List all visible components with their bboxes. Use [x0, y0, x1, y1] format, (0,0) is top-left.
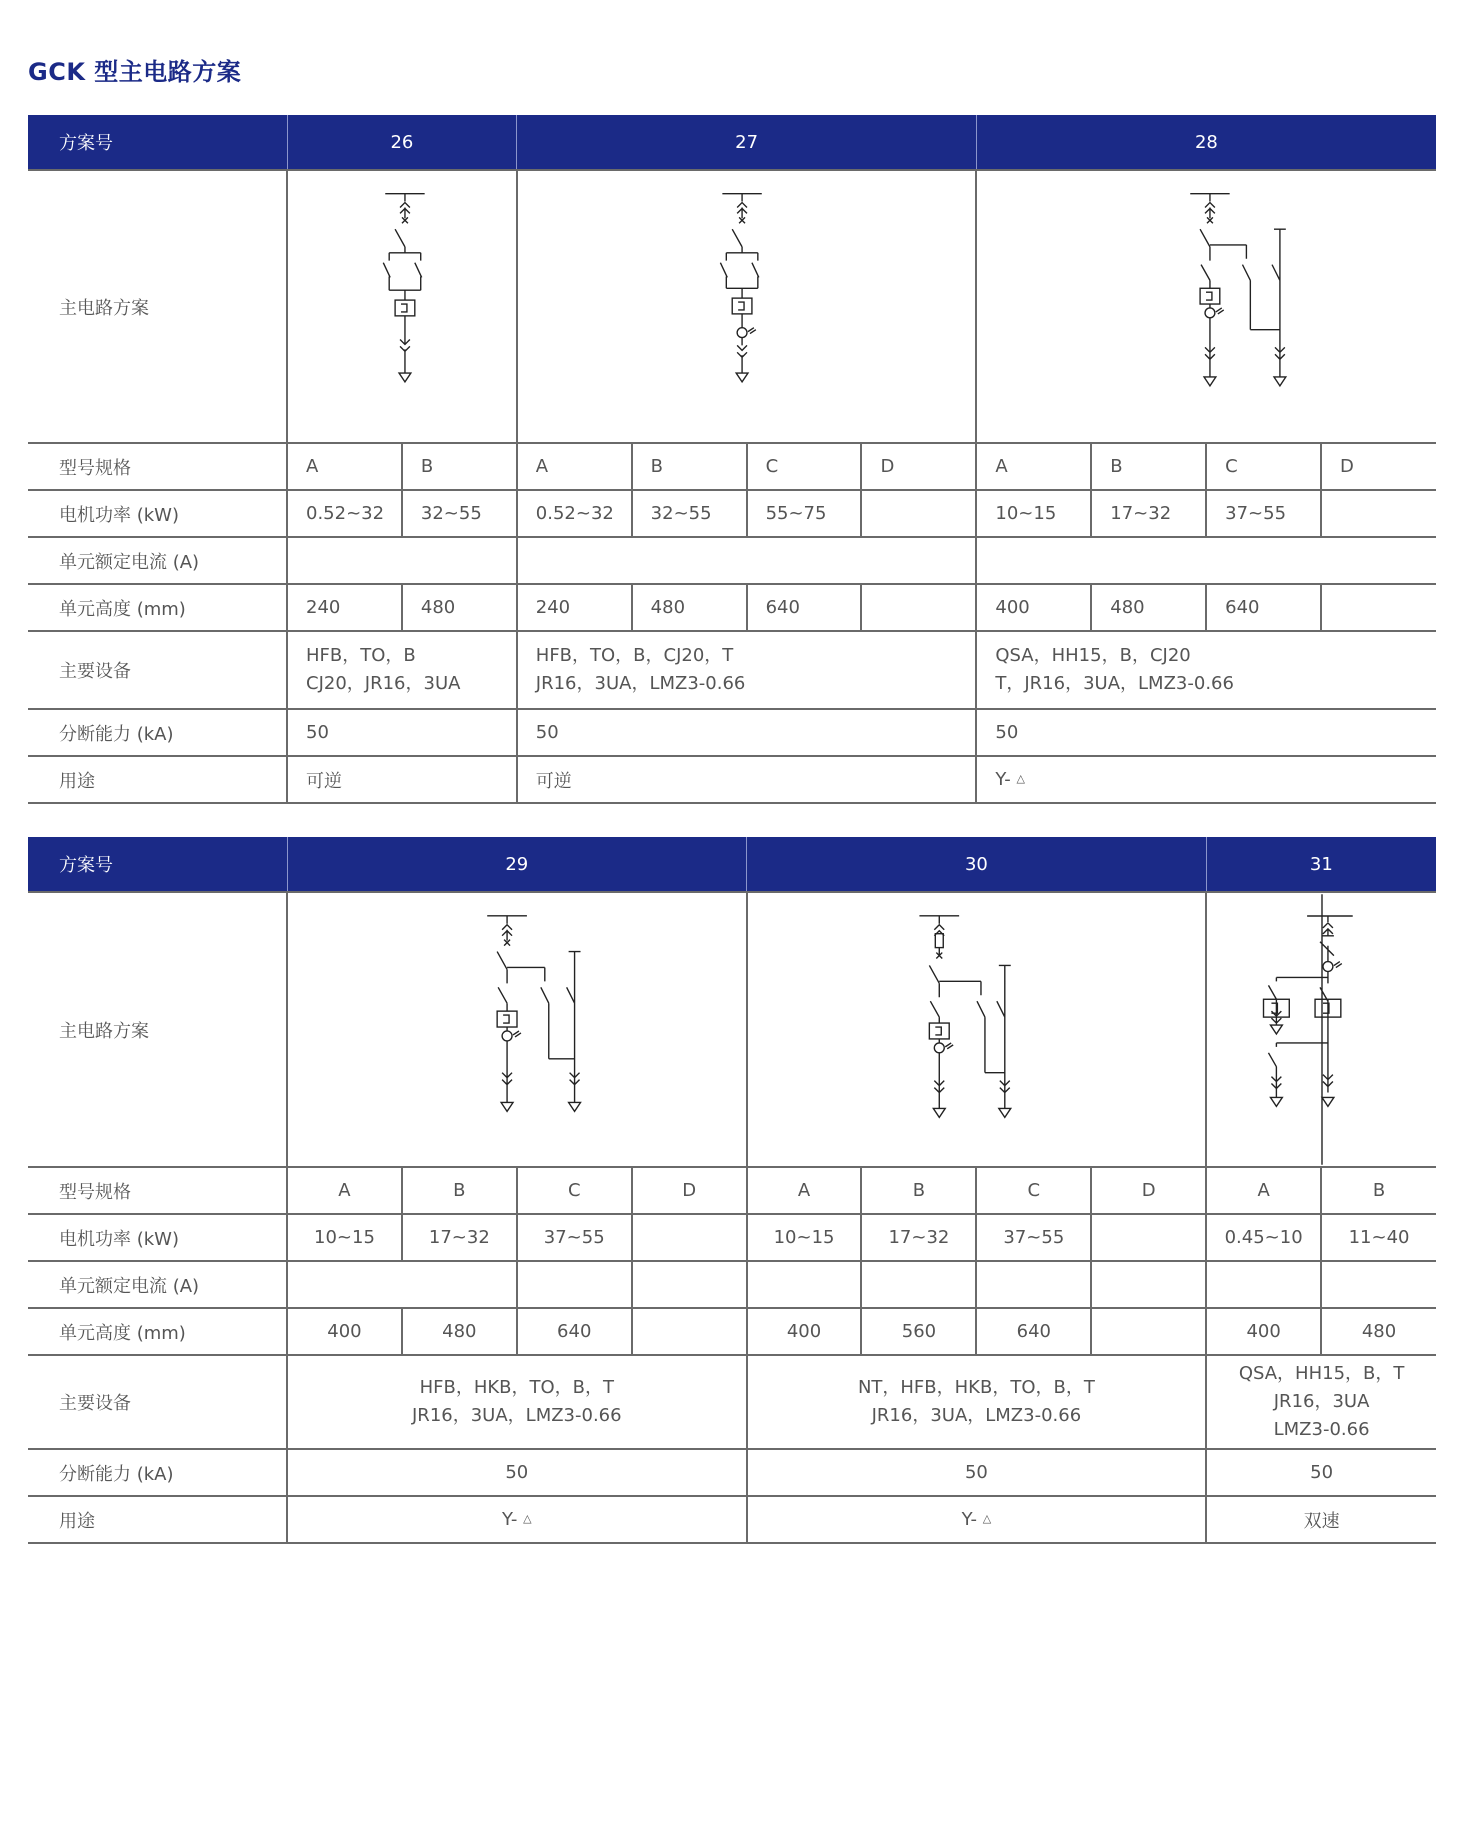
current-row-label: 单元额定电流 (A) [28, 1261, 287, 1308]
model-cell: C [517, 1167, 632, 1214]
circuit-diagram-28 [976, 170, 1436, 443]
model-cell: C [976, 1167, 1091, 1214]
current-cell [632, 1261, 747, 1308]
equipment-row-label: 主要设备 [28, 631, 287, 709]
height-cell: 400 [747, 1308, 862, 1355]
equipment-cell [747, 1355, 1207, 1449]
single-line-diagram-icon [748, 894, 1206, 1165]
circuit-diagram-29 [287, 892, 747, 1167]
model-cell: B [402, 1167, 517, 1214]
power-cell: 55~75 [747, 490, 862, 537]
scheme-number: 31 [1206, 837, 1436, 892]
power-cell: 0.52~32 [287, 490, 402, 537]
usage-text: Y- △ [502, 1509, 532, 1530]
height-row-label: 单元高度 (mm) [28, 584, 287, 631]
circuit-diagram-row-label: 主电路方案 [28, 892, 287, 1167]
model-cell: C [1206, 443, 1321, 490]
current-cell [861, 1261, 976, 1308]
equipment-line: QSA，HH15，B，CJ20 [995, 645, 1191, 666]
equipment-cell [1206, 1355, 1436, 1449]
power-cell: 0.52~32 [517, 490, 632, 537]
single-line-diagram-icon [288, 894, 746, 1165]
scheme-number: 27 [517, 115, 977, 170]
equipment-line: HFB，TO，B [306, 645, 416, 666]
usage-text: Y- △ [995, 769, 1025, 790]
usage-text: 双速 [1303, 1510, 1340, 1532]
power-row [28, 1214, 1436, 1261]
current-cell [1206, 1261, 1321, 1308]
model-row [28, 1167, 1436, 1214]
breaking-cell: 50 [976, 709, 1436, 756]
header-row [28, 837, 1436, 892]
equipment-row-label: 主要设备 [28, 1355, 287, 1449]
height-cell: 240 [287, 584, 402, 631]
power-cell: 10~15 [287, 1214, 402, 1261]
model-cell: A [1206, 1167, 1321, 1214]
breaking-row-label: 分断能力 (kA) [28, 1449, 287, 1496]
model-cell: B [1091, 443, 1206, 490]
scheme-table-26-28 [28, 115, 1436, 804]
model-cell: A [287, 443, 402, 490]
height-cell: 480 [632, 584, 747, 631]
model-cell: B [1321, 1167, 1436, 1214]
header-row [28, 115, 1436, 170]
usage-cell [287, 756, 517, 803]
usage-cell [287, 1496, 747, 1543]
model-row [28, 443, 1436, 490]
power-row [28, 490, 1436, 537]
header-row-label: 方案号 [28, 115, 287, 170]
circuit-diagram-row-label: 主电路方案 [28, 170, 287, 443]
equipment-line: T，JR16，3UA，LMZ3-0.66 [995, 673, 1234, 694]
breaking-row [28, 709, 1436, 756]
power-cell [1091, 1214, 1206, 1261]
breaking-cell: 50 [287, 1449, 747, 1496]
circuit-diagram-31 [1206, 892, 1436, 1167]
equipment-cell [976, 631, 1436, 709]
power-cell: 37~55 [1206, 490, 1321, 537]
page-title: GCK 型主电路方案 [28, 58, 242, 86]
power-cell: 37~55 [976, 1214, 1091, 1261]
scheme-number: 28 [976, 115, 1436, 170]
breaking-row-label: 分断能力 (kA) [28, 709, 287, 756]
equipment-line: JR16，3UA，LMZ3-0.66 [871, 1405, 1082, 1426]
power-cell: 10~15 [976, 490, 1091, 537]
height-cell: 480 [1321, 1308, 1436, 1355]
height-row [28, 584, 1436, 631]
circuit-diagram-27 [517, 170, 977, 443]
model-cell: B [402, 443, 517, 490]
scheme-table-29-31 [28, 837, 1436, 1544]
single-line-diagram-icon [518, 172, 976, 441]
equipment-line: HFB，TO，B，CJ20，T [535, 645, 734, 666]
height-cell: 400 [1206, 1308, 1321, 1355]
height-cell [1091, 1308, 1206, 1355]
scheme-number: 30 [747, 837, 1207, 892]
equipment-line: LMZ3-0.66 [1273, 1419, 1370, 1440]
model-cell: B [632, 443, 747, 490]
breaking-cell: 50 [1206, 1449, 1436, 1496]
usage-text: 可逆 [306, 770, 342, 792]
power-cell: 11~40 [1321, 1214, 1436, 1261]
height-cell: 400 [287, 1308, 402, 1355]
height-cell: 480 [402, 1308, 517, 1355]
equipment-line: JR16，3UA，LMZ3-0.66 [412, 1405, 622, 1426]
model-cell: A [517, 443, 632, 490]
header-row-label: 方案号 [28, 837, 287, 892]
model-cell: B [861, 1167, 976, 1214]
height-cell: 400 [976, 584, 1091, 631]
model-cell: D [632, 1167, 747, 1214]
scheme-number: 26 [287, 115, 517, 170]
current-cell [517, 537, 977, 584]
model-row-label: 型号规格 [28, 1167, 287, 1214]
current-cell [1091, 1261, 1206, 1308]
power-row-label: 电机功率 (kW) [28, 490, 287, 537]
current-row [28, 1261, 1436, 1308]
equipment-line: QSA，HH15，B，T [1238, 1363, 1405, 1384]
breaking-row [28, 1449, 1436, 1496]
equipment-line: JR16，3UA，LMZ3-0.66 [535, 673, 746, 694]
power-cell: 17~32 [402, 1214, 517, 1261]
current-cell [287, 537, 517, 584]
equipment-cell [287, 1355, 747, 1449]
height-cell: 640 [747, 584, 862, 631]
power-cell [632, 1214, 747, 1261]
equipment-line: HFB，HKB，TO，B，T [419, 1377, 615, 1398]
height-cell [1321, 584, 1436, 631]
model-cell: A [976, 443, 1091, 490]
height-cell: 480 [1091, 584, 1206, 631]
circuit-diagram-row [28, 892, 1436, 1167]
usage-text: 可逆 [535, 770, 572, 792]
breaking-cell: 50 [517, 709, 977, 756]
usage-cell [747, 1496, 1207, 1543]
height-cell: 640 [1206, 584, 1321, 631]
power-cell: 32~55 [402, 490, 517, 537]
equipment-line: CJ20，JR16，3UA [306, 673, 461, 694]
current-cell [976, 537, 1436, 584]
power-cell: 10~15 [747, 1214, 862, 1261]
single-line-diagram-icon [978, 172, 1435, 441]
power-cell: 32~55 [632, 490, 747, 537]
equipment-row [28, 1355, 1436, 1449]
equipment-row [28, 631, 1436, 709]
usage-row [28, 1496, 1436, 1543]
model-cell: D [1091, 1167, 1206, 1214]
height-cell: 640 [976, 1308, 1091, 1355]
height-cell [861, 584, 976, 631]
height-row-label: 单元高度 (mm) [28, 1308, 287, 1355]
model-cell: A [747, 1167, 862, 1214]
equipment-line: NT，HFB，HKB，TO，B，T [857, 1377, 1095, 1398]
circuit-diagram-row [28, 170, 1436, 443]
usage-row [28, 756, 1436, 803]
height-cell: 480 [402, 584, 517, 631]
model-cell: A [287, 1167, 402, 1214]
breaking-cell: 50 [747, 1449, 1207, 1496]
scheme-number: 29 [287, 837, 747, 892]
current-cell [1321, 1261, 1436, 1308]
power-cell: 0.45~10 [1206, 1214, 1321, 1261]
model-cell: D [861, 443, 976, 490]
usage-text: Y- △ [961, 1509, 992, 1530]
power-row-label: 电机功率 (kW) [28, 1214, 287, 1261]
circuit-diagram-26 [287, 170, 517, 443]
current-cell [287, 1261, 517, 1308]
usage-row-label: 用途 [28, 1496, 287, 1543]
usage-cell [976, 756, 1436, 803]
power-cell: 17~32 [1091, 490, 1206, 537]
height-cell: 640 [517, 1308, 632, 1355]
equipment-cell [287, 631, 517, 709]
equipment-line: JR16，3UA [1273, 1391, 1370, 1412]
circuit-diagram-30 [747, 892, 1207, 1167]
power-cell: 17~32 [861, 1214, 976, 1261]
model-cell: D [1321, 443, 1436, 490]
single-line-diagram-icon [288, 172, 516, 441]
current-row-label: 单元额定电流 (A) [28, 537, 287, 584]
power-cell [861, 490, 976, 537]
usage-row-label: 用途 [28, 756, 287, 803]
usage-cell [517, 756, 977, 803]
height-row [28, 1308, 1436, 1355]
usage-cell [1206, 1496, 1436, 1543]
power-cell [1321, 490, 1436, 537]
current-cell [976, 1261, 1091, 1308]
single-line-diagram-icon [1208, 894, 1435, 1165]
equipment-cell [517, 631, 977, 709]
breaking-cell: 50 [287, 709, 517, 756]
height-cell: 240 [517, 584, 632, 631]
model-row-label: 型号规格 [28, 443, 287, 490]
height-cell: 560 [861, 1308, 976, 1355]
power-cell: 37~55 [517, 1214, 632, 1261]
current-row [28, 537, 1436, 584]
height-cell [632, 1308, 747, 1355]
model-cell: C [747, 443, 862, 490]
current-cell [517, 1261, 632, 1308]
current-cell [747, 1261, 862, 1308]
